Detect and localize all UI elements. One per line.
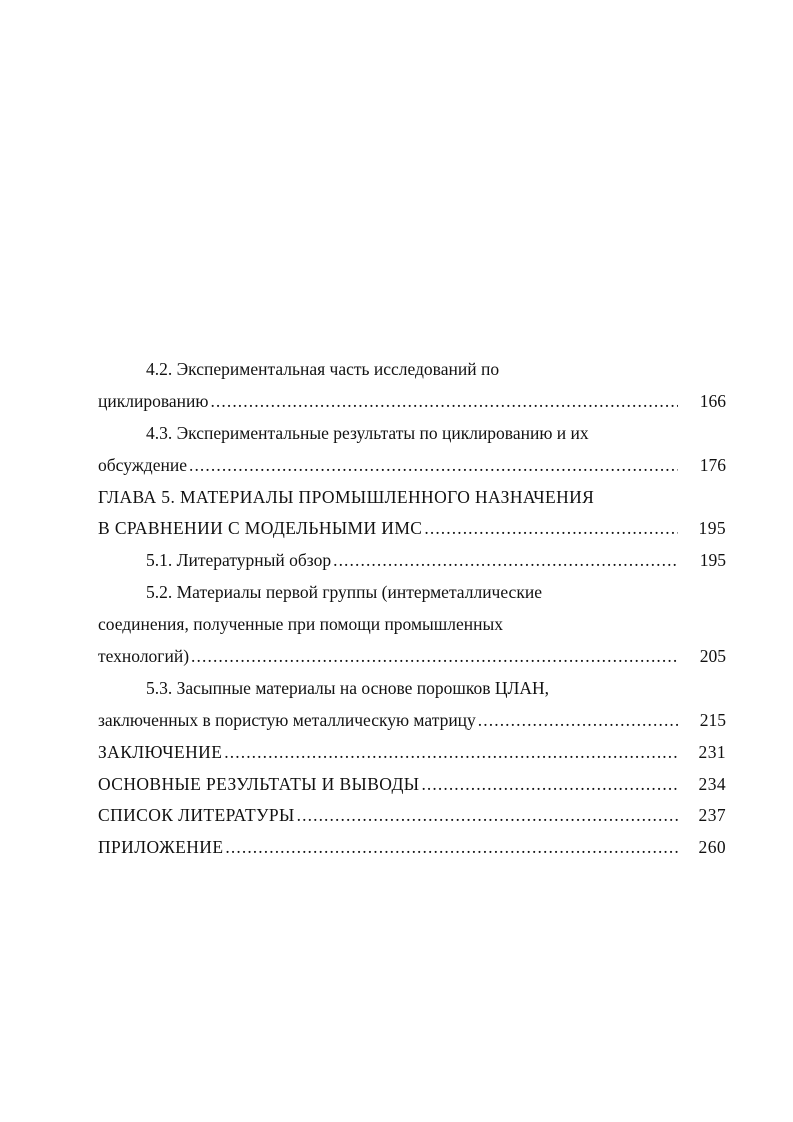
toc-entry-label: ОСНОВНЫЕ РЕЗУЛЬТАТЫ И ВЫВОДЫ — [98, 773, 420, 794]
toc-entry-label: 5.1. Литературный обзор — [146, 550, 332, 571]
toc-entry-5-2-title: 5.2. Материалы первой группы (интерметаллические — [146, 582, 542, 603]
dot-leader — [424, 513, 678, 545]
toc-entry-label: технологий) — [98, 646, 190, 667]
page-number: 215 — [699, 709, 726, 730]
dot-leader — [189, 450, 678, 482]
toc-entry-4-3-leader — [98, 450, 726, 482]
page-number: 237 — [698, 805, 726, 826]
toc-entry-conclusion — [98, 737, 726, 769]
toc-entry-4-3-title: 4.3. Экспериментальные результаты по циклированию и их — [146, 422, 589, 443]
page-number: 195 — [698, 518, 726, 539]
toc-entry-label: ЗАКЛЮЧЕНИЕ — [98, 741, 223, 762]
toc-entry-label: циклированию — [98, 390, 209, 411]
dot-leader — [225, 832, 678, 864]
page-number: 195 — [699, 550, 726, 571]
page-number: 260 — [698, 837, 726, 858]
page-number: 234 — [698, 773, 726, 794]
toc-chapter-5-title: ГЛАВА 5. МАТЕРИАЛЫ ПРОМЫШЛЕННОГО НАЗНАЧЕНИЯ — [98, 486, 595, 507]
toc-entry-5-3-leader — [98, 705, 726, 737]
page-number: 205 — [699, 646, 726, 667]
table-of-contents — [98, 354, 726, 864]
dot-leader — [333, 545, 678, 577]
toc-entry-5-1 — [98, 545, 726, 577]
dot-leader — [191, 641, 678, 673]
toc-entry-label: заключенных в пористую металлическую матрицу — [98, 709, 476, 730]
toc-entry-4-2-leader — [98, 386, 726, 418]
dot-leader — [421, 769, 678, 801]
toc-entry-5-2-continuation: соединения, полученные при помощи промышленных — [98, 614, 504, 635]
toc-entry-5-2-leader — [98, 641, 726, 673]
toc-entry-results — [98, 769, 726, 801]
dot-leader — [297, 800, 678, 832]
toc-entry-references — [98, 800, 726, 832]
page-number: 166 — [699, 390, 726, 411]
toc-entry-5-3-title: 5.3. Засыпные материалы на основе порошков ЦЛАН, — [146, 677, 550, 698]
dot-leader — [210, 386, 678, 418]
dot-leader — [478, 705, 678, 737]
toc-entry-label: СПИСОК ЛИТЕРАТУРЫ — [98, 805, 295, 826]
page-number: 231 — [698, 741, 726, 762]
dot-leader — [224, 737, 678, 769]
toc-chapter-5-leader — [98, 513, 726, 545]
toc-entry-label: В СРАВНЕНИИ С МОДЕЛЬНЫМИ ИМС — [98, 518, 423, 539]
page-number: 176 — [699, 454, 726, 475]
toc-entry-appendix — [98, 832, 726, 864]
toc-entry-4-2-title: 4.2. Экспериментальная часть исследований по — [146, 359, 500, 379]
toc-entry-label: ПРИЛОЖЕНИЕ — [98, 837, 224, 858]
toc-entry-label: обсуждение — [98, 454, 187, 475]
